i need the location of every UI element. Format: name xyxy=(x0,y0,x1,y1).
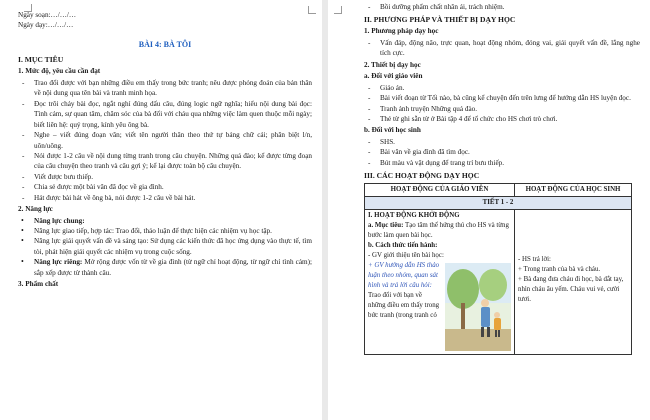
teacher-activity-cell xyxy=(365,210,515,355)
list-item: - Chia sẻ được một bài văn đã đọc về gia đình. xyxy=(18,182,312,192)
section-heading: I. MỤC TIÊU xyxy=(18,55,64,65)
teacher-line: Trao đổi với bạn về những điều em thấy trong bức tranh (trong tranh có xyxy=(368,292,440,320)
list-item: - Giáo án. xyxy=(364,83,640,93)
illustration-image xyxy=(445,263,511,351)
page-left xyxy=(0,0,322,420)
quality-list xyxy=(364,2,640,12)
spacer xyxy=(518,211,628,255)
list-item-head: Năng lực chung: xyxy=(34,216,85,225)
objective-list xyxy=(18,78,312,203)
objective-text: Tạo tâm thế hứng thú cho HS và từng bước làm quen bài học. xyxy=(368,222,509,240)
page-corner-mark xyxy=(24,4,32,12)
section-heading: II. PHƯƠNG PHÁP VÀ THIẾT BỊ DẠY HỌC xyxy=(364,15,516,25)
list-item-head: Năng lực riêng: xyxy=(34,258,83,267)
student-activity-cell xyxy=(515,210,632,355)
competence-list xyxy=(18,216,312,279)
list-item: • Năng lực giao tiếp, hợp tác: Trao đổi, thảo luận để thực hiện các nhiệm vụ học tập. xyxy=(18,226,312,236)
activity-table xyxy=(364,183,632,355)
list-item: - Nghe – viết đúng đoạn văn; viết tên người thân theo thứ tự bảng chữ cái; phân biệt l/n, uôn/uông. xyxy=(18,130,312,151)
subsection-heading: b. Đối với học sinh xyxy=(364,126,421,135)
list-item-text: Mở rộng được vốn từ về gia đình (từ ngữ chỉ hoạt động, từ ngữ chỉ tình cảm); sắp xếp được từ thành câu. xyxy=(34,258,312,277)
table-header-teacher: HOẠT ĐỘNG CỦA GIÁO VIÊN xyxy=(365,184,515,197)
list-item: - SHS. xyxy=(364,137,640,147)
list-item: - Tranh ảnh truyện Những quả đào. xyxy=(364,104,640,114)
procedure-label: b. Cách thức tiến hành: xyxy=(368,242,438,250)
objective-line xyxy=(368,221,511,241)
table-header-student: HOẠT ĐỘNG CỦA HỌC SINH xyxy=(515,184,632,197)
list-item xyxy=(18,257,312,278)
teacher-equipment-list xyxy=(364,83,640,125)
list-item: - Bút màu và vật dụng để trang trí bưu thiếp. xyxy=(364,158,640,168)
page-corner-mark xyxy=(308,6,316,14)
student-line: + Bà đang đưa cháu đi học, bà dắt tay, nhìn cháu âu yếm. Cháu vui vẻ, cười tươi. xyxy=(518,276,624,304)
list-item: - Viết được bưu thiếp. xyxy=(18,172,312,182)
period-label: TIẾT 1 - 2 xyxy=(365,197,632,210)
list-item: - Bài văn về gia đình đã tìm đọc. xyxy=(364,147,640,157)
subsection-heading: 1. Mức độ, yêu cầu cần đạt xyxy=(18,67,101,76)
list-item: - Bồi dưỡng phẩm chất nhân ái, trách nhiệm. xyxy=(364,2,640,12)
meta-date-prepared: Ngày soạn:…/…/… xyxy=(18,11,77,19)
list-item: - Thẻ từ ghi sẵn từ ở Bài tập 4 để tổ chức cho HS chơi trò chơi. xyxy=(364,114,640,124)
list-item: - Vấn đáp, động não, trực quan, hoạt động nhóm, đóng vai, giải quyết vấn đề, lắng nghe tích cực. xyxy=(364,38,640,59)
teacher-instruction: + GV hướng dẫn HS thảo luận theo nhóm, quan sát hình và trả lời câu hỏi: xyxy=(368,262,440,290)
list-item: - Hát được bài hát về ông bà, nói được 1-2 câu về bài hát. xyxy=(18,193,312,203)
subsection-heading: 1. Phương pháp dạy học xyxy=(364,27,439,36)
meta-date-taught: Ngày dạy:…/…/… xyxy=(18,21,74,30)
teacher-line: - GV giới thiệu tên bài học: xyxy=(368,252,444,260)
lesson-title: BÀI 4: BÀ TÔI xyxy=(138,39,192,49)
student-line: + Trong tranh của bà và cháu. xyxy=(518,266,601,274)
student-equipment-list xyxy=(364,137,640,168)
list-item: - Đọc trôi chảy bài đọc, ngắt nghỉ đúng dấu câu, đúng logic ngữ nghĩa; hiểu nội dung bài đọc: Tình cảm, sự quan tâm, chăm sóc của bà đối với cháu qua những việc làm quen thuộc mỗi ngày; biết liên hệ: quý trọng, kính yêu ông bà. xyxy=(18,99,312,130)
page-corner-mark xyxy=(334,6,342,14)
section-heading: III. CÁC HOẠT ĐỘNG DẠY HỌC xyxy=(364,171,480,181)
student-line: - HS trả lời: xyxy=(518,256,551,264)
subsection-heading: 3. Phẩm chất xyxy=(18,280,59,289)
subsection-heading: 2. Thiết bị dạy học xyxy=(364,60,421,69)
list-item: • Năng lực giải quyết vấn đề và sáng tạo: Sử dụng các kiến thức đã học ứng dụng vào thực tế, tìm tòi, phát hiện giải quyết các nhiệm vụ trong cuộc sống. xyxy=(18,236,312,257)
subsection-heading: 2. Năng lực xyxy=(18,205,53,214)
page-right xyxy=(328,0,650,420)
objective-label: a. Mục tiêu: xyxy=(368,222,404,230)
method-list xyxy=(364,38,640,59)
list-item: - Nói được 1-2 câu về nội dung từng tranh trong câu chuyện. Những quả đào; kể được từng đoạn của câu chuyện theo tranh và câu gợi ý; kể lại được toàn bộ câu chuyện. xyxy=(18,151,312,172)
list-item xyxy=(18,216,312,226)
subsection-heading: a. Đối với giáo viên xyxy=(364,72,423,81)
grandmother-child-illustration xyxy=(445,263,511,351)
activity-heading: I. HOẠT ĐỘNG KHỞI ĐỘNG xyxy=(368,212,460,220)
list-item: - Trao đổi được với bạn những điều em thấy trong bức tranh; nêu được phỏng đoán của bản thân về nội dung qua tên bài và tranh minh họa. xyxy=(18,78,312,99)
list-item: - Bài viết đoạn từ Tối nào, bà cũng kể chuyện đến trên lưng để hướng dẫn HS luyện đọc. xyxy=(364,93,640,103)
